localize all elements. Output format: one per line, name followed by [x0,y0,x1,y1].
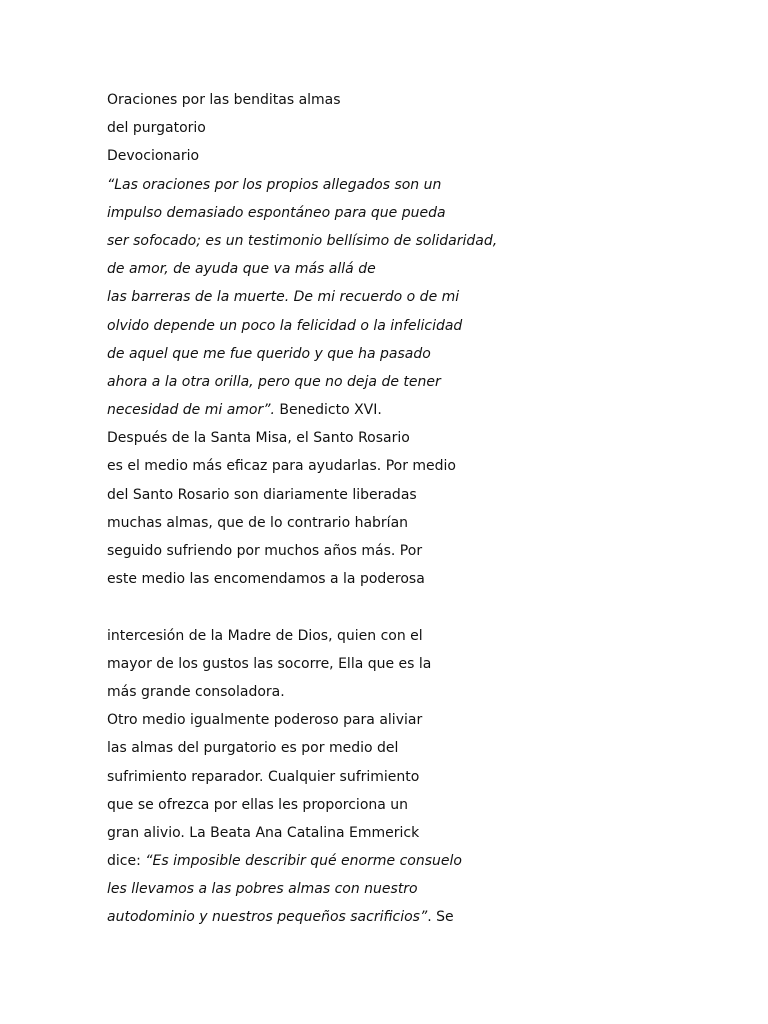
text-line [107,877,707,905]
italic-text-run: ser sofocado; es un testimonio bellísimo de solidaridad, [107,232,498,249]
italic-text-run: “Es imposible describir qué enorme consuelo [145,853,462,870]
paragraph-gap [107,595,707,623]
text-run: las almas del purgatorio es por medio del [107,740,399,757]
text-run: Otro medio igualmente poderoso para aliviar [107,712,423,729]
italic-text-run: “Las oraciones por los propios allegados son un [107,176,442,193]
text-line [107,257,707,285]
text-line [107,793,707,821]
text-line [107,285,707,313]
italic-text-run: autodominio y nuestros pequeños sacrificios” [107,909,428,926]
text-run: seguido sufriendo por muchos años más. Por [107,543,423,559]
document-page [107,88,707,934]
text-run: este medio las encomendamos a la poderosa [107,571,425,588]
italic-text-run: las barreras de la muerte. De mi recuerdo o de mi [107,289,460,306]
text-run: Devocionario [107,148,200,165]
text-run: mayor de los gustos las socorre, Ella que es la [107,655,432,672]
text-line [107,483,707,511]
text-line [107,173,707,201]
text-line [107,511,707,539]
text-line [107,426,707,454]
text-run: . Se [427,909,454,926]
text-line [107,765,707,793]
text-line [107,905,707,933]
text-run: es el medio más eficaz para ayudarlas. Por medio [107,458,457,475]
italic-text-run: de aquel que me fue querido y que ha pasado [107,345,431,362]
text-run: sufrimiento reparador. Cualquier sufrimiento [107,768,420,785]
text-run: gran alivio. La Beata Ana Catalina Emmerick [107,824,420,841]
text-run: Benedicto XVI. [274,402,382,419]
text-line [107,342,707,370]
italic-text-run: de amor, de ayuda que va más allá de [107,261,376,278]
text-line [107,652,707,680]
italic-text-run: necesidad de mi amor”. [107,402,275,419]
italic-text-run: impulso demasiado espontáneo para que pueda [107,204,446,221]
italic-text-run: olvido depende un poco la felicidad o la infelicidad [107,317,463,334]
text-run: muchas almas, que de lo contrario habrían [107,514,409,531]
text-line [107,849,707,877]
text-line [107,370,707,398]
text-run: Oraciones por las benditas almas [107,92,341,108]
text-line [107,736,707,764]
text-run: Después de la Santa Misa, el Santo Rosario [107,430,410,447]
text-line [107,88,707,116]
text-line [107,201,707,229]
text-line [107,680,707,708]
text-run: intercesión de la Madre de Dios, quien con el [107,627,423,644]
text-line [107,116,707,144]
text-run: del Santo Rosario son diariamente liberadas [107,486,417,503]
text-line [107,314,707,342]
text-line [107,821,707,849]
text-run: dice: [107,853,146,870]
italic-text-run: ahora a la otra orilla, pero que no deja de tener [107,373,441,390]
italic-text-run: les llevamos a las pobres almas con nuestro [107,881,418,898]
text-run: que se ofrezca por ellas les proporciona un [107,796,409,813]
text-line [107,229,707,257]
text-line [107,539,707,567]
text-line [107,454,707,482]
text-run: del purgatorio [107,120,206,137]
text-line [107,398,707,426]
text-line [107,708,707,736]
text-line [107,624,707,652]
text-line [107,567,707,595]
text-run: más grande consoladora. [107,683,285,700]
text-line [107,144,707,172]
